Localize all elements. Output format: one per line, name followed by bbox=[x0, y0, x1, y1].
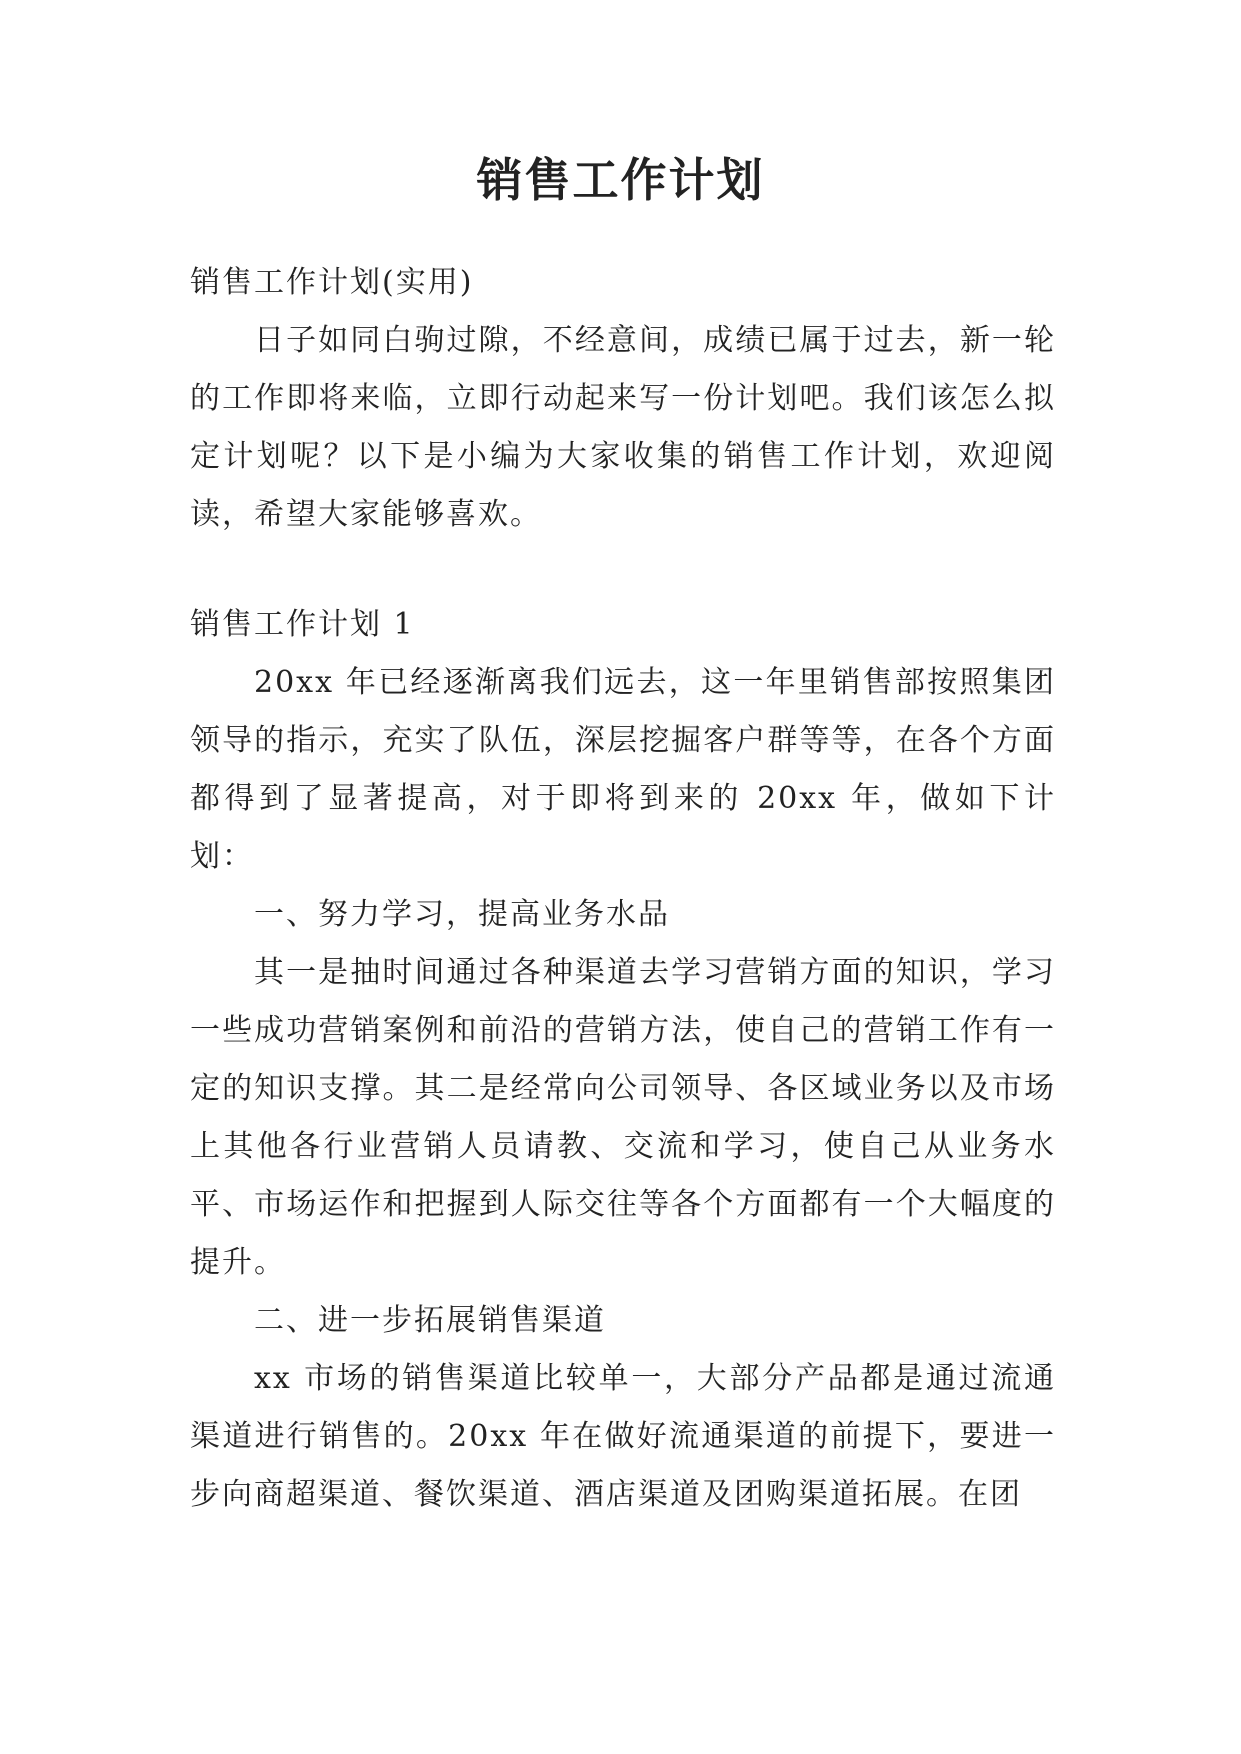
document-title: 销售工作计划 bbox=[476, 153, 765, 207]
item-heading-1: 一、努力学习，提高业务水品 bbox=[254, 897, 670, 932]
section-paragraph: 20xx 年已经逐渐离我们远去，这一年里销售部按照集团领导的指示，充实了队伍，深层挖掘客户群等等，在各个方面都得到了显著提高，对于即将到来的 20xx 年，做如下计划： bbox=[190, 665, 1056, 874]
item-body-1: 其一是抽时间通过各种渠道去学习营销方面的知识，学习一些成功营销案例和前沿的营销方法，使自己的营销工作有一定的知识支撑。其二是经常向公司领导、各区域业务以及市场上其他各行业营销人员请教、交流和学习，使自己从业务水平、市场运作和把握到人际交往等各个方面都有一个大幅度的提升。 bbox=[190, 955, 1056, 1280]
item-heading-2: 二、进一步拓展销售渠道 bbox=[254, 1303, 606, 1338]
document-subtitle: 销售工作计划(实用) bbox=[190, 265, 474, 300]
document-body bbox=[190, 254, 1056, 1524]
section-heading: 销售工作计划 1 bbox=[190, 607, 415, 642]
intro-paragraph: 日子如同白驹过隙，不经意间，成绩已属于过去，新一轮的工作即将来临，立即行动起来写一份计划吧。我们该怎么拟定计划呢？以下是小编为大家收集的销售工作计划，欢迎阅读，希望大家能够喜欢。 bbox=[190, 323, 1056, 532]
item-body-2: xx 市场的销售渠道比较单一，大部分产品都是通过流通渠道进行销售的。20xx 年在做好流通渠道的前提下，要进一步向商超渠道、餐饮渠道、酒店渠道及团购渠道拓展。在团 bbox=[190, 1361, 1056, 1512]
